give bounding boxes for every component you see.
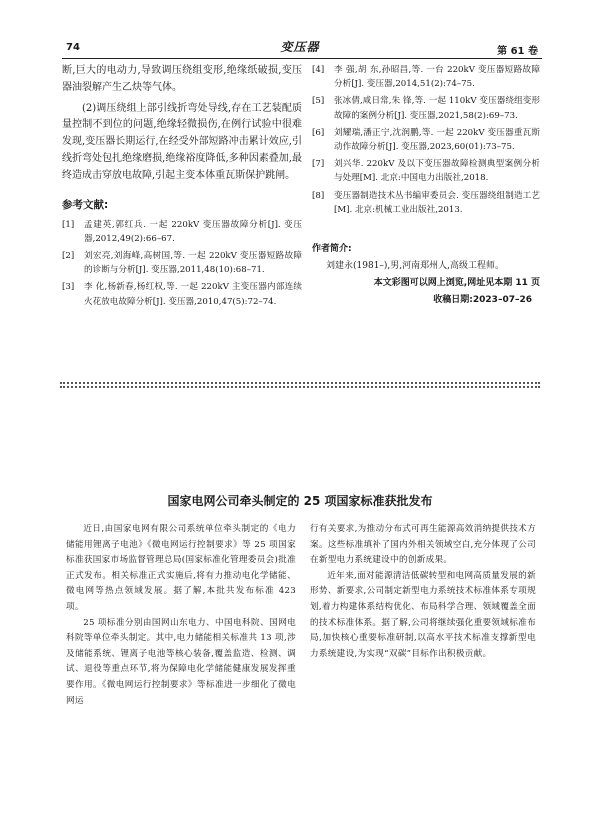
news-paragraph: 行有关要求,为推动分布式可再生能源高效消纳提供技术方案。这些标准填补了国内外相关领域空白,充分体现了公司在新型电力系统建设中的创新成果。 bbox=[310, 524, 536, 566]
left-column bbox=[62, 63, 302, 312]
reference-number: [6] bbox=[312, 127, 325, 138]
reference-number: [7] bbox=[312, 159, 325, 170]
reference-item bbox=[312, 189, 540, 217]
news-paragraph: 近日,由国家电网有限公司系统单位牵头制定的《电力储能用锂离子电池》《微电网运行控制要求》等 25 项国家标准获国家市场监督管理总局(国家标准化管理委员会)批准正式发布。相关标准正式实施后,将有力推动电化学储能、微电网等热点领域发展。据了解,本批共发布标准 423 项。 bbox=[66, 524, 296, 612]
reference-item bbox=[312, 126, 540, 154]
news-title: 国家电网公司牵头制定的 25 项国家标准获批发布 bbox=[167, 494, 433, 508]
reference-text: 李 强,胡 东,孙昭昌,等. 一台 220kV 变压器短路故障分析[J]. 变压器,2014,51(2):74–75. bbox=[334, 65, 540, 90]
reference-item bbox=[312, 157, 540, 185]
reference-number: [5] bbox=[312, 96, 325, 107]
reference-item bbox=[312, 94, 540, 122]
news-paragraph: 25 项标准分别由国网山东电力、中国电科院、国网电科院等单位牵头制定。其中,电力储能相关标准共 13 项,涉及储能系统、锂离子电池等核心装备,覆盖监造、检测、调试、退役等重点环节,将为保障电化学储能健康发展发挥重要作用。《微电网运行控制要求》等标准进一步细化了微电网运 bbox=[66, 617, 296, 706]
reference-text: 变压器制造技术丛书编审委员会. 变压器绕组制造工艺[M]. 北京:机械工业出版社,2013. bbox=[334, 190, 540, 215]
author-info: 刘建永(1981–),男,河南郑州人,高级工程师。 bbox=[326, 261, 505, 272]
reference-text: 孟建英,郭红兵. 一起 220kV 变压器故障分析[J]. 变压器,2012,49(2):66–67. bbox=[84, 219, 302, 244]
reference-text: 张冰倩,咸日常,朱 锋,等. 一起 110kV 变压器绕组变形故障的案例分析[J]. 变压器,2021,58(2):69–73. bbox=[334, 96, 540, 121]
reference-item bbox=[62, 280, 302, 308]
reference-text: 刘耀瑞,潘正宁,沈润鹏,等. 一起 220kV 变压器重瓦斯动作故障分析[J]. 变压器,2023,60(01):73–75. bbox=[334, 127, 540, 153]
paragraph-cause-2: (2)调压绕组上部引线折弯处导线,存在工艺装配质量控制不到位的问题,绝缘轻微损伤,在例行试验中很难发现,变压器长期运行,在经受外部短路冲击累计效应,引线折弯处包扎绝缘磨损,绝缘裕度降低,多种因素叠加,最终造成击穿放电故障,引起主变本体重瓦斯保护跳闸。 bbox=[62, 102, 302, 181]
reference-number: [3] bbox=[62, 282, 75, 293]
news-left-column bbox=[66, 522, 296, 709]
reference-item bbox=[312, 63, 540, 91]
volume-label: 第 61 卷 bbox=[497, 46, 538, 57]
reference-number: [4] bbox=[312, 65, 325, 75]
page-number: 74 bbox=[66, 42, 80, 53]
paragraph-continued: 断,巨大的电动力,导致调压绕组变形,绝缘纸破损,变压器油裂解产生乙炔等气体。 bbox=[62, 65, 302, 93]
reference-number: [2] bbox=[62, 250, 75, 261]
received-date: 收稿日期:2023–07–26 bbox=[433, 295, 532, 306]
reference-number: [1] bbox=[62, 219, 75, 230]
color-figure-note: 本文彩图可以网上浏览,网址见本期 11 页 bbox=[373, 278, 540, 289]
reference-item bbox=[62, 218, 302, 246]
right-column bbox=[312, 63, 540, 309]
news-right-column bbox=[310, 522, 536, 662]
section-divider bbox=[60, 386, 540, 388]
journal-title: 变压器 bbox=[280, 40, 320, 54]
reference-text: 刘宏亮,刘海峰,高树国,等. 一起 220kV 变压器短路故障的诊断与分析[J]. 变压器,2011,48(10):68–71. bbox=[84, 250, 302, 276]
reference-text: 李 化,杨新春,杨红权,等. 一起 220kV 主变压器内部连续火花放电故障分析[J]. 变压器,2010,47(5):72–74. bbox=[84, 282, 302, 307]
reference-item bbox=[62, 249, 302, 277]
news-paragraph: 近年来,面对能源清洁低碳转型和电网高质量发展的新形势、新要求,公司制定新型电力系统技术标准体系专项规划,着力构建体系结构优化、布局科学合理、领域覆盖全面的技术标准体系。据了解,公司将继续强化重要领域标准布局,加快核心重要标准研制,以高水平技术标准支撑新型电力系统建设,为实现“双碳”目标作出积极贡献。 bbox=[310, 570, 536, 659]
references-title: 参考文献: bbox=[62, 198, 109, 211]
section-divider bbox=[60, 382, 540, 384]
reference-number: [8] bbox=[312, 190, 325, 201]
author-heading: 作者简介: bbox=[312, 244, 352, 255]
header-rule bbox=[62, 58, 542, 59]
reference-text: 刘兴华. 220kV 及以下变压器故障检测典型案例分析与处理[M]. 北京:中国电力出版社,2018. bbox=[334, 159, 540, 184]
